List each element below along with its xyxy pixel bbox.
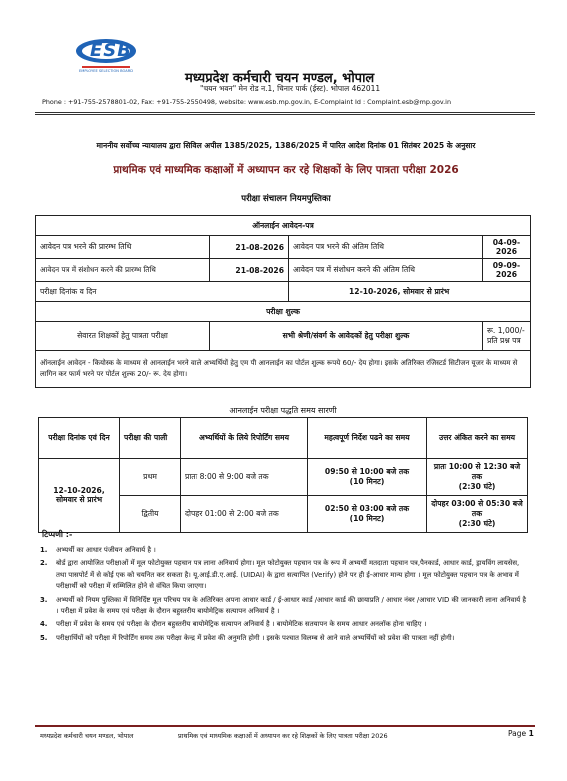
note-number: 3. [40, 595, 48, 604]
schedule-date-cell [39, 459, 120, 533]
exam-title: प्राथमिक एवं माध्यमिक कक्षाओं में अध्यापन कर रहे शिक्षकों के लिए पात्रता परीक्षा 2026 [113, 164, 459, 176]
note-number: 2. [40, 559, 48, 568]
label-cell: आवेदन पत्र भरने की अंतिम तिथि [289, 236, 483, 259]
answer-time: दोपहर 03:00 से 05:30 बजे तक [431, 499, 523, 518]
notes-list [40, 545, 530, 646]
label-cell: आवेदन पत्र में संशोधन करने की अंतिम तिथि [289, 259, 483, 282]
fee-heading-row [36, 302, 531, 322]
footer-title: प्राथमिक एवं माध्यमिक कक्षाओं में अध्यापन कर रहे शिक्षकों के लिए पात्रता परीक्षा 2026 [178, 732, 388, 740]
application-heading: ऑनलाईन आवेदन-पत्र [36, 216, 531, 236]
table-row [36, 282, 531, 302]
contact-info: Phone : +91-755-2578801-02, Fax: +91-755-2550498, website: www.esb.mp.gov.in, E-Complaint Id : Complaint.esb@mp.gov.in [42, 98, 452, 106]
schedule-date-day: सोमवार से प्रारंभ [55, 495, 103, 504]
header-divider-2 [35, 114, 535, 115]
table-row [36, 322, 531, 351]
table-row [36, 236, 531, 259]
instructions-time-cell [308, 459, 427, 496]
note-text: परीक्षार्थियों को परीक्षा में रिपोर्टिंग समय तक परीक्षा केन्द्र में प्रवेश की अनुमति होगी । इसके पश्चात विलम्ब से आने वाले अभ्यर्थियों को प्रवेश की पात्रता नहीं होगी। [56, 633, 455, 642]
answer-time-cell [427, 496, 528, 533]
fee-category: सेवारत शिक्षकों हेतु पात्रता परीक्षा [36, 322, 210, 351]
value-cell: 04-09-2026 [483, 236, 531, 259]
logo-text: ESB [90, 40, 132, 61]
application-heading-row [36, 216, 531, 236]
exam-date-value: 12-10-2026, सोमवार से प्रारंभ [289, 282, 531, 302]
value-cell: 09-09-2026 [483, 259, 531, 282]
reporting-time: प्रातः 8:00 से 9:00 बजे तक [181, 459, 308, 496]
column-header: परीक्षा दिनांक एवं दिन [39, 418, 120, 459]
column-header: परीक्षा की पाली [120, 418, 181, 459]
value-cell: 21-08-2026 [210, 236, 289, 259]
list-item [40, 633, 530, 644]
footer-divider [35, 725, 535, 727]
page-number [508, 729, 534, 738]
note-text: परीक्षा में प्रवेश के समय एवं परीक्षा के दौरान बहुस्तरीय बायोमेट्रिक सत्यापन अनिवार्य है । बायोमेटिक सतयापन के समय आधार अनलॉक होना चाहिए । [56, 620, 427, 629]
column-header: महत्वपूर्ण निर्देश पढने का समय [308, 418, 427, 459]
instructions-time: 02:50 से 03:00 बजे तक [324, 504, 410, 513]
label-cell: आवेदन पत्र भरने की प्रारम्भ तिथि [36, 236, 210, 259]
label-cell: परीक्षा दिनांक व दिन [36, 282, 289, 302]
note-text: बोर्ड द्वारा आयोजित परीक्षाओं में मूल फोटोयुक्त पहचान पत्र लाना अनिवार्य होगा। मूल फोटोयुक्त पहचान पत्र के रूप में अभ्यर्थी मतदाता पहचान पत्र,पैनकार्ड, आधार कार्ड, ड्रायविंग लायसेस, तथा पासपोर्ट में से कोई एक को चयनित कर सकता है। यू.आई.डी.ए.आई. (UIDAI) के द्वारा सत्यापित (Verify) होने पर ही ई-आधार मान्य होगा । मूल फोटोयुक्त पहचान पत्र के अभाव में परीक्षार्थी को परीक्षा में सम्मिलित होने से वंचित किया जाएगा। [56, 559, 520, 591]
logo-subtext: EMPLOYEE SELECTION BOARD [78, 69, 134, 73]
instructions-time-cell [308, 496, 427, 533]
note-number: 5. [40, 633, 48, 642]
instructions-time: 09:50 से 10:00 बजे तक [324, 467, 410, 476]
list-item [40, 558, 530, 592]
header-divider [35, 112, 535, 113]
list-item [40, 619, 530, 630]
table-row [36, 351, 531, 388]
schedule-title: आनलाईन परीक्षा पद्धति समय सारणी [229, 406, 337, 415]
note-number: 4. [40, 620, 48, 629]
fee-amount: रू. 1,000/- प्रति प्रश्न पत्र [483, 322, 531, 351]
note-text: अभ्यर्थी का आधार पंजीयन अनिवार्य है । [56, 546, 156, 554]
answer-time-cell [427, 459, 528, 496]
schedule-header-row [39, 418, 528, 459]
note-text: अभ्यर्थी को नियम पुस्तिका में विनिर्दिष्ट मूल परिचय पत्र के अतिरिक्त अपना आधार कार्ड / ई-आधार कार्ड /आधार कार्ड की छायाप्रति / आधार नंबर /आधार VID की जानकारी लाना अनिवार्य है । परीक्षा में प्रवेश के समय एवं परीक्षा के दौरान बहुस्तरीय बायोमेट्रिक सत्यापन अनिवार्य है । [56, 595, 526, 616]
table-row [36, 259, 531, 282]
value-cell: 21-08-2026 [210, 259, 289, 282]
answer-duration: (2:30 घंटे) [458, 482, 496, 491]
list-item [40, 545, 530, 556]
footer-org: मध्यप्रदेश कर्मचारी चयन मण्डल, भोपाल [40, 732, 134, 740]
fee-heading: परीक्षा शुल्क [36, 302, 531, 322]
column-header: उत्तर अंकित करने का समय [427, 418, 528, 459]
list-item [40, 595, 530, 618]
fee-note: ऑनलाईन आवेदन - कियोस्क के माध्यम से आनलाईन भरने वाले अभ्यर्थियों हेतु एम पी आनलाईन का पोर्टल शुल्क रूपये 60/- देय होगा। इसके अतिरिक्त रजिस्टर्ड सिटीजन यूजर के माध्यम से लागिन कर फार्म भरने पर पोर्टल शुल्क 20/- रू. देय होगा। [36, 351, 531, 388]
org-address: "चयन भवन" मेन रोड न.1, चिनार पार्क (ईस्ट). भोपाल 462011 [200, 84, 381, 93]
instructions-duration: (10 मिनट) [349, 514, 385, 523]
notes-title: टिप्पणी :- [42, 530, 73, 539]
page-number-value: 1 [528, 729, 534, 738]
court-order-line: माननीय सर्वोच्च न्यायालय द्वारा सिविल अपील 1385/2025, 1386/2025 में पारित आदेश दिनांक 01 सितंबर 2025 के अनुसार [96, 141, 476, 150]
column-header: अभ्यर्थियों के लिये रिपोर्टिंग समय [181, 418, 308, 459]
fee-applicants: सभी श्रेणी/संवर्ग के आवेदकों हेतु परीक्षा शुल्क [210, 322, 483, 351]
shift-name: प्रथम [120, 459, 181, 496]
booklet-title: परीक्षा संचालन नियमपुस्तिका [241, 194, 331, 204]
instructions-duration: (10 मिनट) [349, 477, 385, 486]
schedule-table [38, 417, 528, 533]
answer-duration: (2:30 घंटे) [458, 519, 496, 528]
page-label: Page [508, 729, 527, 738]
note-number: 1. [40, 546, 48, 554]
org-name: मध्यप्रदेश कर्मचारी चयन मण्डल, भोपाल [185, 71, 375, 86]
answer-time: प्रातः 10:00 से 12:30 बजे तक [433, 462, 521, 481]
label-cell: आवेदन पत्र में संशोधन करने की प्रारम्भ तिथि [36, 259, 210, 282]
reporting-time: दोपहर 01:00 से 2:00 बजे तक [181, 496, 308, 533]
shift-name: द्वितीय [120, 496, 181, 533]
schedule-date: 12-10-2026, [53, 486, 105, 495]
esb-logo [72, 36, 140, 78]
application-fee-table [35, 215, 531, 388]
table-row [39, 459, 528, 496]
